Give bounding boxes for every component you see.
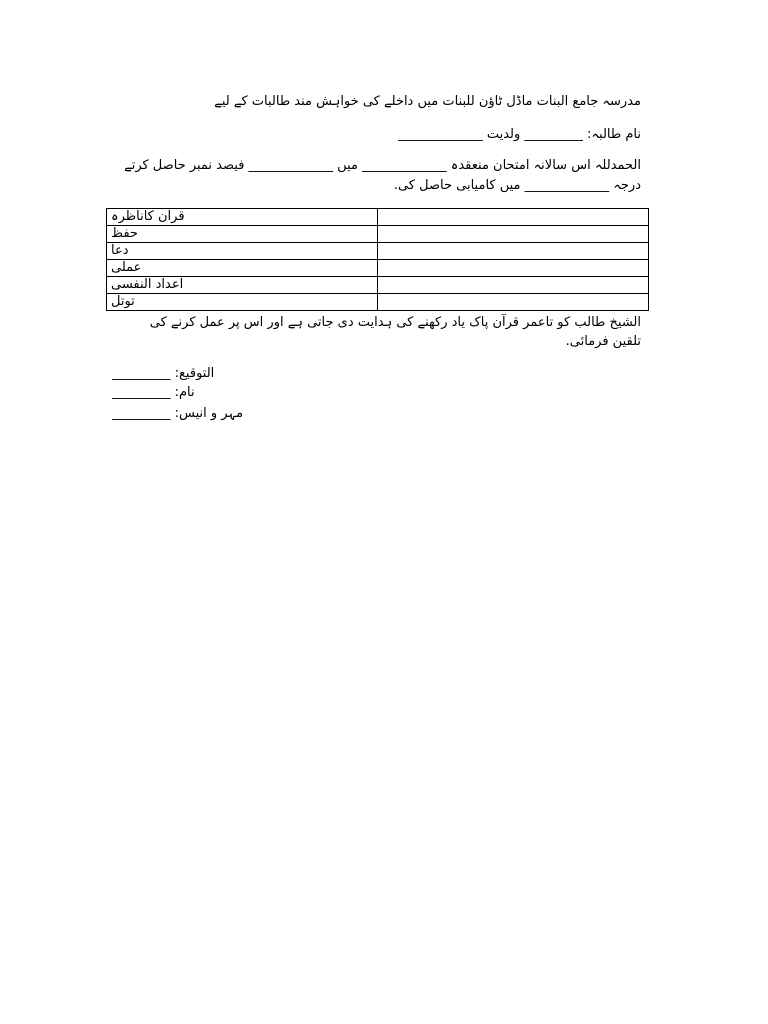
marks-cell (377, 260, 648, 277)
stamp-field: مہر و انیس: _________ (112, 406, 244, 421)
marks-cell (377, 294, 648, 311)
table-row (107, 294, 649, 311)
subject-label: توتل (107, 294, 378, 311)
subject-label: عملی (107, 260, 378, 277)
result-line-2: درجہ _____________ میں کامیابی حاصل کی. (393, 178, 641, 193)
marks-cell (377, 277, 648, 294)
result-line-1: الحمدللہ اس سالانہ امتحان منعقدہ _____________ میں _____________ فیصد نمبر حاصل کرتے (124, 158, 641, 173)
signature-field: التوقیع: _________ (112, 366, 215, 381)
marks-cell (377, 243, 648, 260)
subject-label: دعا (107, 243, 378, 260)
name-field: نام: _________ (112, 385, 195, 400)
table-row (107, 209, 649, 226)
subject-label: حفظ (107, 226, 378, 243)
student-name-line: نام طالبہ: _________ ولدیت _____________ (398, 127, 641, 142)
marks-table (106, 208, 649, 311)
document-heading: مدرسہ جامع البنات ماڈل ٹاؤن للبنات میں داخلے کی خواہش مند طالبات کے لیے (214, 94, 641, 109)
subject-label: اعداد النفسی (107, 277, 378, 294)
subject-label: قرآن کاناظرہ (107, 209, 378, 226)
marks-cell (377, 226, 648, 243)
advice-line-2: تلقین فرمائی. (565, 334, 641, 349)
advice-line-1: الشیخ طالب کو تاعمر قرآن پاک یاد رکھنے کی ہدایت دی جاتی ہے اور اس پر عمل کرنے کی (149, 315, 641, 330)
table-row (107, 260, 649, 277)
table-row (107, 243, 649, 260)
table-row (107, 277, 649, 294)
table-row (107, 226, 649, 243)
marks-cell (377, 209, 648, 226)
